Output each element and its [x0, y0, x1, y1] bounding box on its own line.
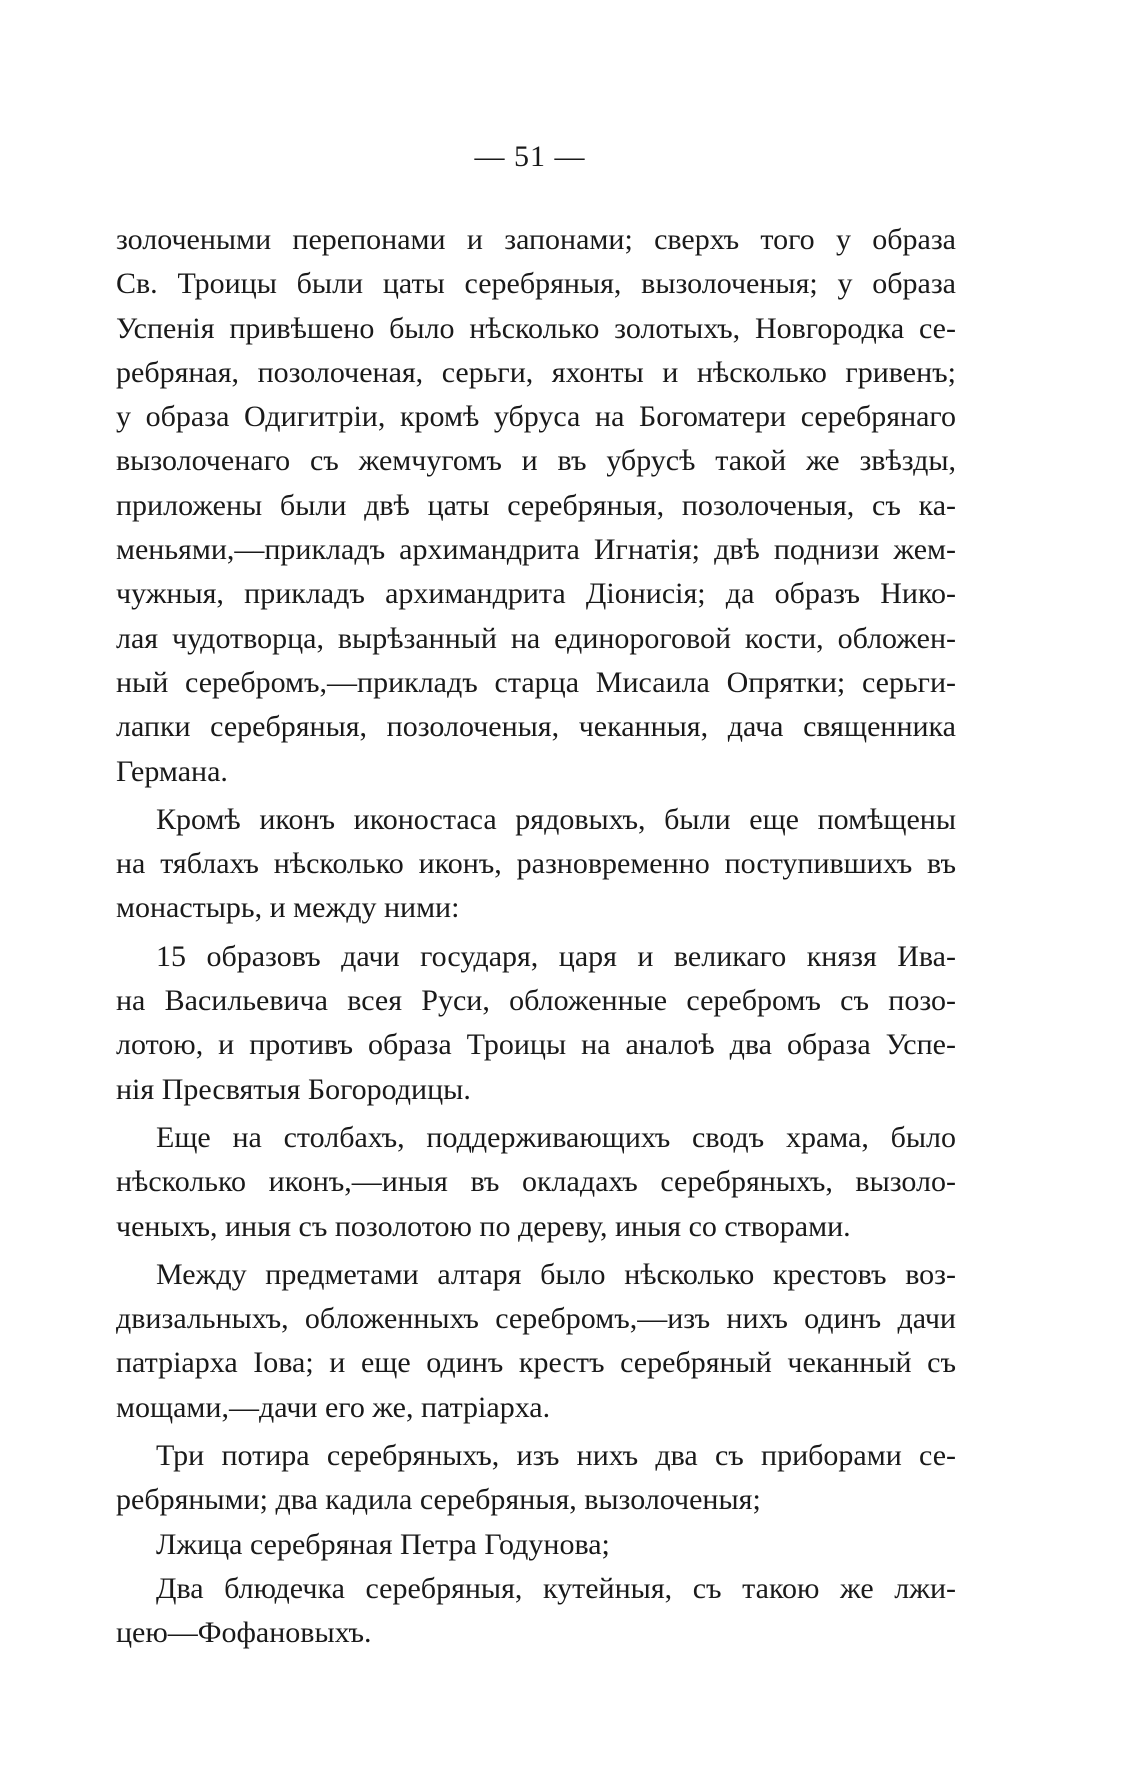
paragraph: [116, 1523, 956, 1567]
text-line: вызолоченаго съ жемчугомъ и въ убрусѣ такой же звѣзды,: [116, 444, 956, 478]
text-line: Св. Троицы были цаты серебряныя, вызолоченыя; у образа: [116, 267, 956, 301]
text-line: Между предметами алтаря было нѣсколько крестовъ воз-: [156, 1257, 956, 1291]
text-line: Еще на столбахъ, поддерживающихъ сводъ храма, было: [156, 1120, 956, 1154]
text-line: Успенія привѣшено было нѣсколько золотыхъ, Новгородка се-: [116, 311, 956, 345]
text-line: золочеными перепонами и запонами; сверхъ того у образа: [116, 223, 956, 256]
text-line: приложены были двѣ цаты серебряныя, позолоченыя, съ ка-: [116, 488, 956, 522]
paragraph: [116, 935, 956, 1112]
text-line: на Васильевича всея Руси, обложенные серебромъ съ позо-: [116, 984, 956, 1018]
paragraph: [116, 1116, 956, 1249]
text-line: нія Пресвятыя Богородицы.: [116, 1072, 471, 1106]
paragraph: [116, 798, 956, 931]
text-line: Кромѣ иконъ иконостаса рядовыхъ, были еще помѣщены: [156, 802, 956, 836]
text-line: ребряная, позолоченая, серьги, яхонты и нѣсколько гривенъ;: [116, 355, 956, 389]
text-line: меньями,—прикладъ архимандрита Игнатія; двѣ поднизи жем-: [116, 533, 956, 567]
text-line: цею—Фофановыхъ.: [116, 1616, 372, 1650]
text-line: у образа Одигитріи, кромѣ убруса на Богоматери серебрянаго: [116, 400, 956, 434]
paragraph: [116, 1567, 956, 1656]
paragraph: [116, 1434, 956, 1523]
text-line: лапки серебряныя, позолоченыя, чеканныя, дача священника: [116, 710, 956, 744]
text-line: на тяблахъ нѣсколько иконъ, разновременно поступившихъ въ: [116, 847, 956, 881]
paragraph: [116, 218, 956, 794]
body-text: [116, 218, 956, 1656]
text-line: лая чудотворца, вырѣзанный на единороговой кости, обложен-: [116, 621, 956, 655]
text-line: лотою, и противъ образа Троицы на аналоѣ два образа Успе-: [116, 1028, 956, 1062]
text-line: ченыхъ, иныя съ позолотою по дереву, иныя со створами.: [116, 1209, 851, 1243]
paragraph: [116, 1253, 956, 1430]
text-line: патріарха Іова; и еще одинъ крестъ серебряный чеканный съ: [116, 1346, 956, 1380]
text-line: двизальныхъ, обложенныхъ серебромъ,—изъ нихъ одинъ дачи: [116, 1302, 956, 1336]
text-line: 15 образовъ дачи государя, царя и великаго князя Ива-: [156, 939, 956, 973]
page-number: — 51 —: [474, 140, 586, 173]
text-line: мощами,—дачи его же, патріарха.: [116, 1390, 551, 1424]
text-line: ный серебромъ,—прикладъ старца Мисаила Опрятки; серьги-: [116, 665, 956, 699]
text-line: чужныя, прикладъ архимандрита Діонисія; да образъ Нико-: [116, 577, 956, 611]
text-line: ребряными; два кадила серебряныя, вызолоченыя;: [116, 1483, 761, 1517]
text-line: Германа.: [116, 754, 228, 788]
text-line: нѣсколько иконъ,—иныя въ окладахъ серебряныхъ, вызоло-: [116, 1165, 956, 1199]
text-line: Три потира серебряныхъ, изъ нихъ два съ приборами се-: [156, 1439, 956, 1473]
text-line: монастырь, и между ними:: [116, 891, 460, 925]
text-line: Лжица серебряная Петра Годунова;: [156, 1527, 610, 1561]
text-line: Два блюдечка серебряныя, кутейныя, съ такою же лжи-: [156, 1571, 956, 1605]
